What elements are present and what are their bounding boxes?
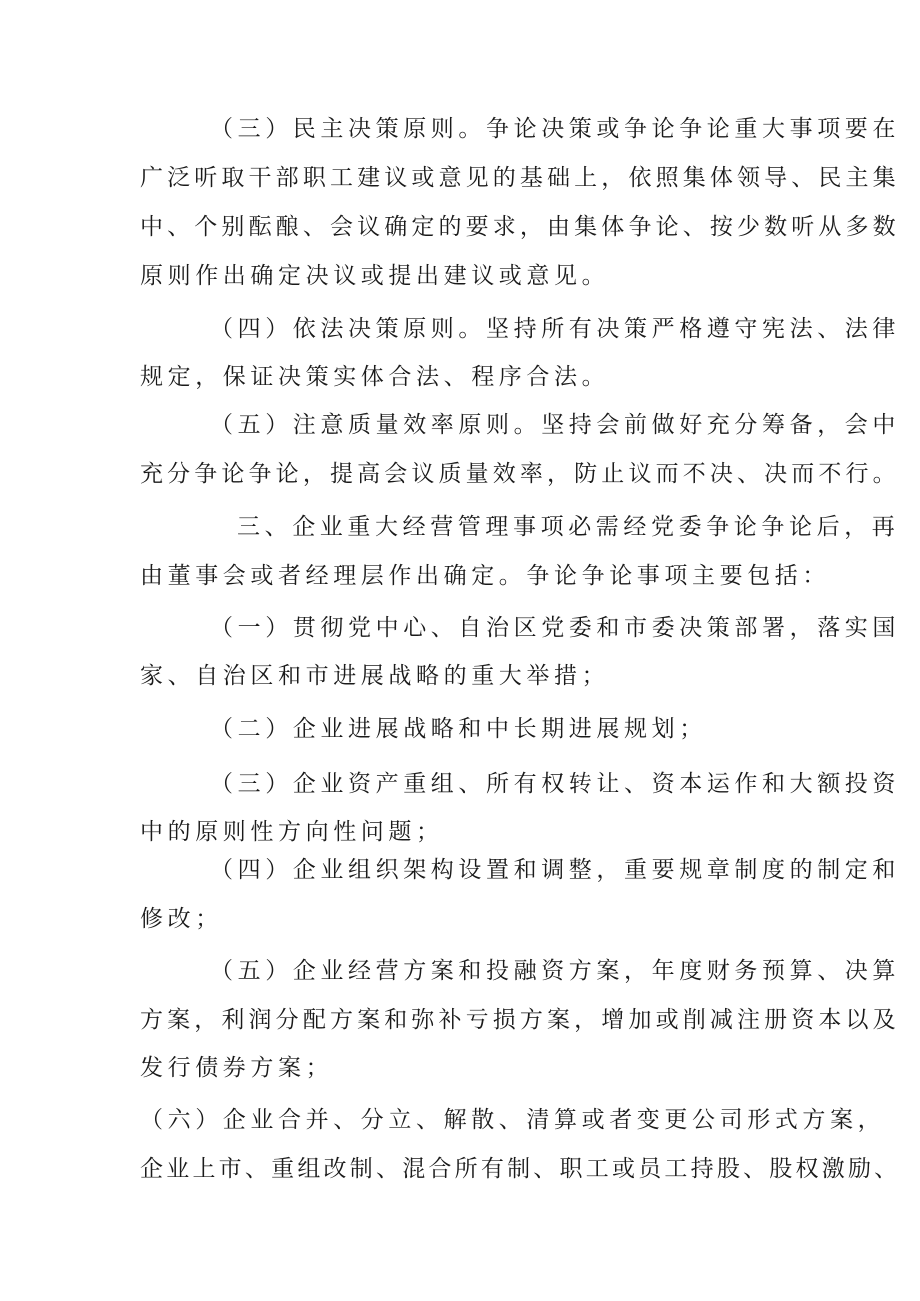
text-line: （六）企业合并、分立、解散、清算或者变更公司形式方案， [140, 1107, 886, 1133]
text-line: 发行债券方案； [140, 1055, 334, 1081]
text-line: 中、个别酝酿、会议确定的要求，由集体争论、按少数听从多数 [140, 214, 900, 240]
text-line: 广泛听取干部职工建议或意见的基础上，依照集体领导、民主集 [140, 165, 900, 191]
text-line: 修改； [140, 906, 223, 932]
text-line: （三）企业资产重组、所有权转让、资本运作和大额投资 [210, 771, 900, 797]
text-line: 规定，保证决策实体合法、程序合法。 [140, 364, 610, 390]
text-line: 方案，利润分配方案和弥补亏损方案，增加或削减注册资本以及 [140, 1007, 900, 1033]
text-line: 原则作出确定决议或提出建议或意见。 [140, 263, 610, 289]
text-line: 企业上市、重组改制、混合所有制、职工或员工持股、股权激励、 [140, 1156, 901, 1182]
text-line: （五）注意质量效率原则。坚持会前做好充分筹备，会中 [210, 412, 900, 438]
text-line: （五）企业经营方案和投融资方案，年度财务预算、决算 [210, 958, 900, 984]
text-line: 中的原则性方向性问题； [140, 819, 444, 845]
text-line: 家、自治区和市进展战略的重大举措； [140, 663, 610, 689]
text-line: （四）企业组织架构设置和调整，重要规章制度的制定和 [210, 857, 900, 883]
text-line: 三、企业重大经营管理事项必需经党委争论争论后，再 [237, 514, 900, 540]
text-line: （一）贯彻党中心、自治区党委和市委决策部署，落实国 [210, 615, 900, 641]
text-line: （三）民主决策原则。争论决策或争论争论重大事项要在 [210, 116, 900, 142]
text-line: 由董事会或者经理层作出确定。争论争论事项主要包括： [140, 563, 830, 589]
text-line: 充分争论争论，提高会议质量效率，防止议而不决、决而不行。 [140, 461, 900, 487]
text-line: （四）依法决策原则。坚持所有决策严格遵守宪法、法律 [210, 316, 900, 342]
text-line: （二）企业进展战略和中长期进展规划； [210, 716, 707, 742]
